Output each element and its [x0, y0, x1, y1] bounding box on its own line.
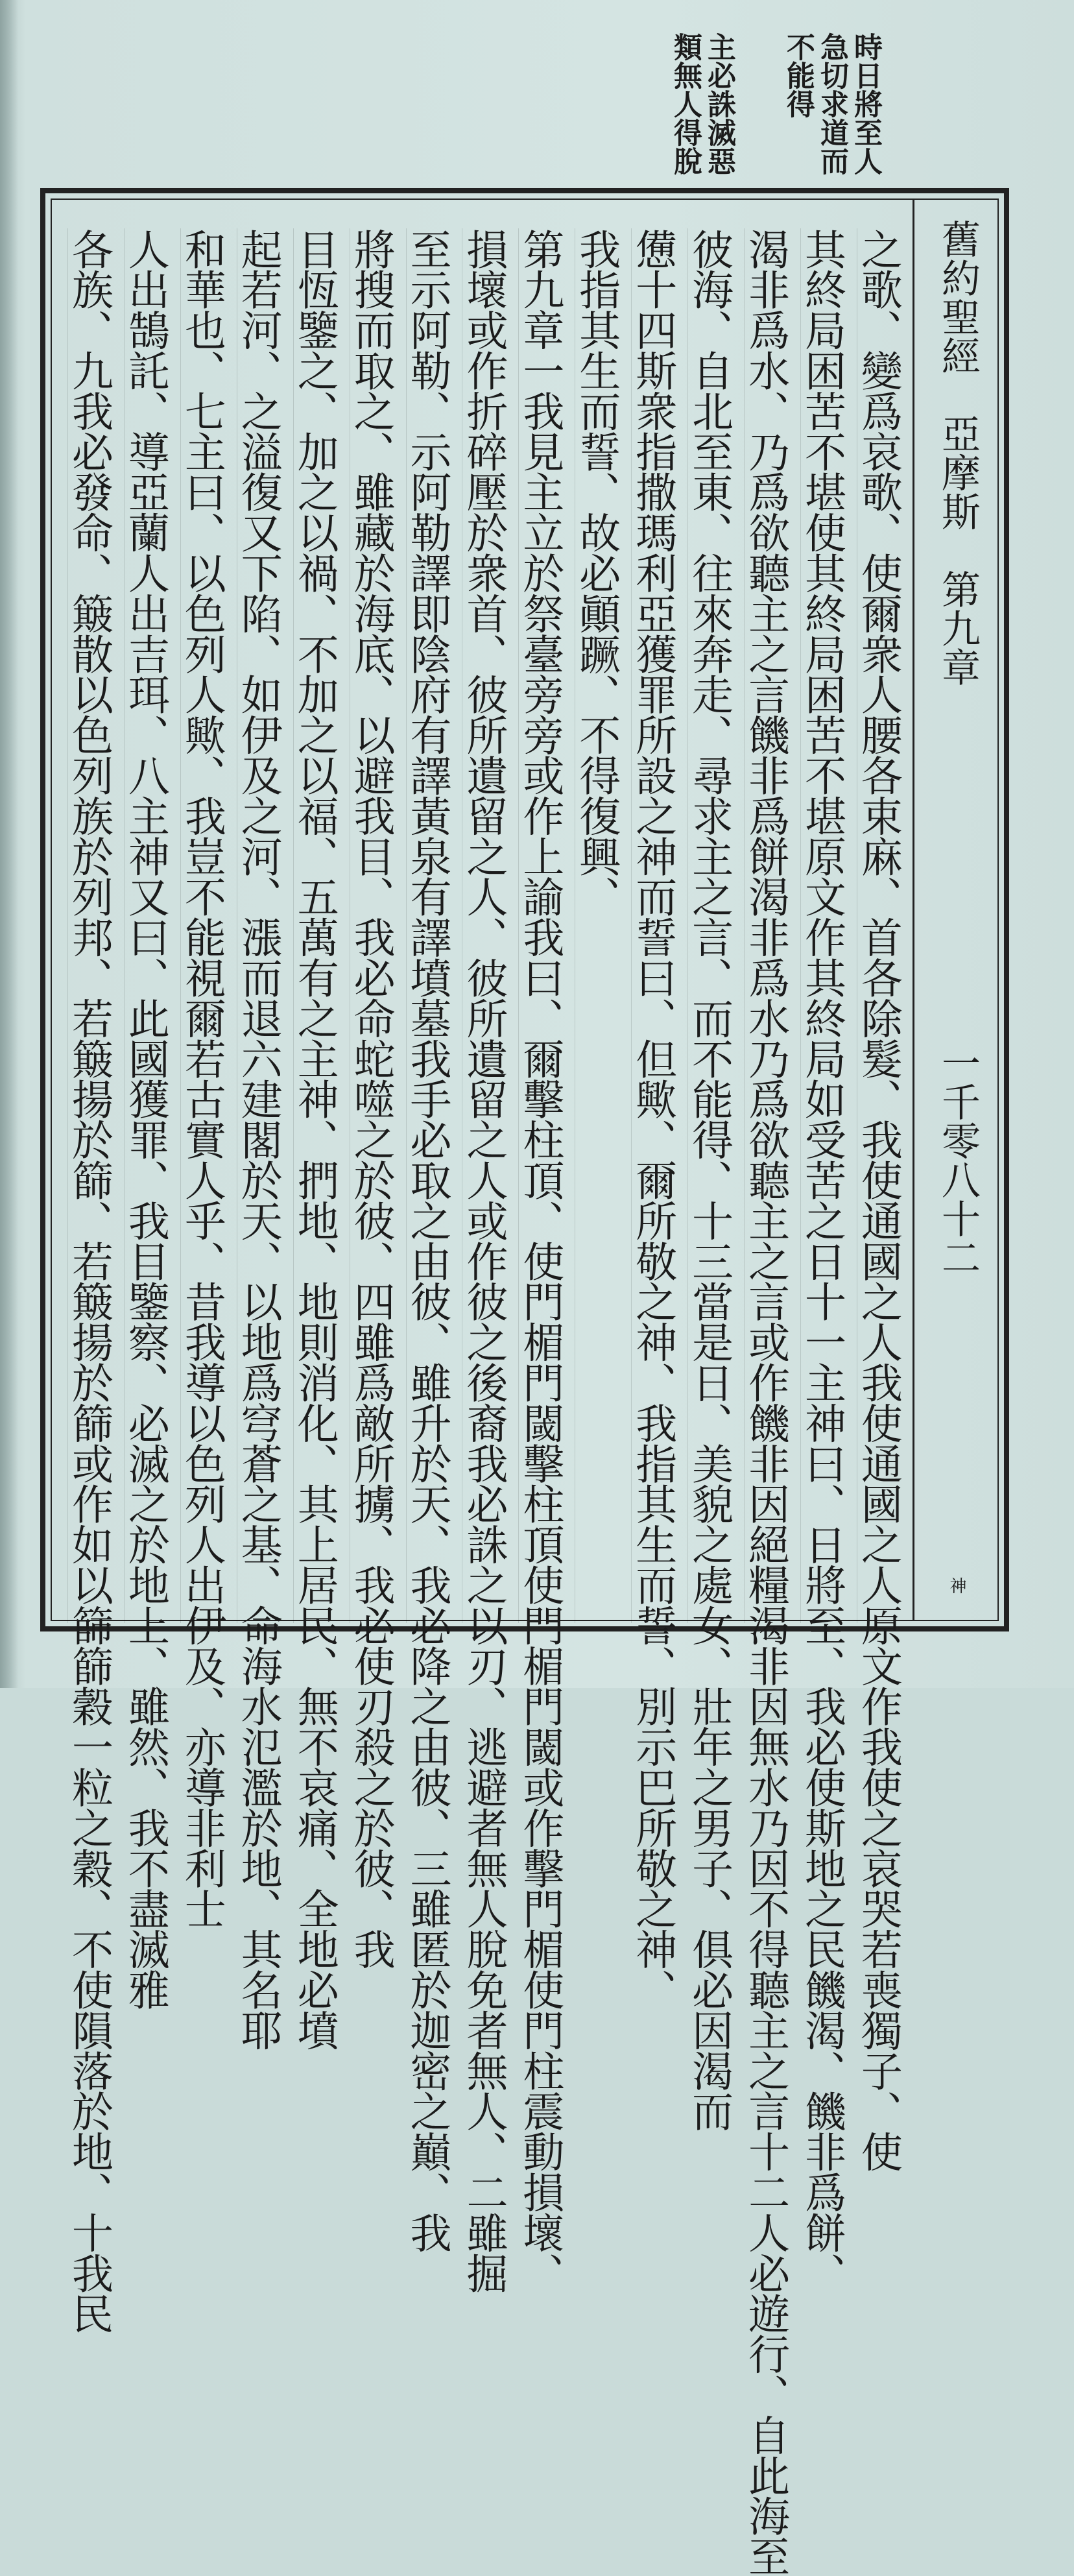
margin-note-line: 主必誅滅惡 — [702, 32, 735, 175]
margin-note-line: 時日將至人 — [849, 32, 882, 175]
text-column: 目恆鑒之、加之以禍、不加之以福、五萬有之主神、捫地、地則消化、其上居民、無不哀痛、全地必墳 — [290, 228, 339, 2051]
spine-shadow — [0, 0, 18, 1688]
margin-note — [782, 32, 882, 188]
margin-note-line: 不能得 — [782, 32, 815, 118]
text-column: 我指其生而誓、故必顚蹶、不得復興、 — [575, 228, 617, 1623]
margin-note-line: 類無人得脫 — [669, 32, 702, 175]
text-column: 人出鵠託、導亞蘭人出吉珥、八主神又曰、此國獲罪、我目鑒察、必滅之於地上、雖然、我不盡滅雅 — [121, 228, 169, 2010]
page-number: 一千零八十二 — [935, 1043, 981, 1277]
text-column: 彼海、自北至東、往來奔走、尋求主之言、而不能得、十三當是日、美貌之處女、壯年之男子、俱必因渴而 — [685, 228, 734, 2131]
body-text — [52, 200, 914, 2576]
text-column: 損壞或作折碎壓於衆首、彼所遺留之人、彼所遺留之人或作彼之後裔我必誅之以刃、逃避者無人脫免者無人、二雖掘 — [459, 228, 508, 2293]
margin-headnotes — [669, 32, 882, 188]
book-chapter-title: 舊約聖經 亞摩斯 第九章 — [935, 219, 981, 686]
text-column: 將搜而取之、雖藏於海底、以避我目、我必命蛇噬之於彼、四雖爲敵所擄、我必使刃殺之於彼、我 — [346, 228, 395, 1969]
text-column: 和華也、七主曰、以色列人歟、我豈不能視爾若古實人乎、昔我導以色列人出伊及、亦導非利士 — [177, 228, 226, 1929]
footer-mark: 神 — [947, 1577, 966, 1594]
text-column: 第九章一我見主立於祭臺旁旁或作上諭我曰、爾擊柱頂、使門楣門閾擊柱頂使門楣門閾或作擊門楣使門柱震動損壞、 — [516, 228, 564, 2293]
text-column: 之歌、變爲哀歌、使爾衆人腰各束麻、首各除髮、我使通國之人我使通國之人原文作我使之哀哭若喪獨子、使 — [853, 228, 902, 2172]
text-column: 憊十四斯衆指撒瑪利亞獲罪所設之神而誓曰、但歟、爾所敬之神、我指其生而誓、別示巴所敬之神、 — [628, 228, 677, 2010]
text-column: 渴非爲水、乃爲欲聽主之言饑非爲餅渴非爲水乃爲欲聽主之言或作饑非因絕糧渴非因無水乃因不得聽主之言十二人必遊行、自此海至 — [741, 228, 790, 2576]
text-column: 其終局困苦不堪使其終局困苦不堪原文作其終局如受苦之日十一主神曰、日將至、我必使斯地之民饑渴、饑非爲餅、 — [797, 228, 846, 2293]
text-frame — [40, 188, 1009, 2576]
text-frame-inner — [51, 199, 999, 2576]
text-column: 各族、九我必發命、簸散以色列族於列邦、若簸揚於篩、若簸揚於篩或作如以篩篩穀一粒之穀、不使隕落於地、十我民 — [65, 228, 113, 2333]
text-column: 至示阿勒、示阿勒譯即陰府有譯黃泉有譯墳墓我手必取之由彼、雖升於天、我必降之由彼、三雖匿於迦密之巔、我 — [403, 228, 451, 2253]
margin-note-line: 急切求道而 — [815, 32, 848, 175]
running-header — [913, 200, 997, 1620]
text-column: 起若河、之溢復又下陷、如伊及之河、漲而退六建閣於天、以地爲穹蒼之基、命海水氾濫於地、其名耶 — [233, 228, 282, 2051]
margin-note — [671, 32, 733, 188]
